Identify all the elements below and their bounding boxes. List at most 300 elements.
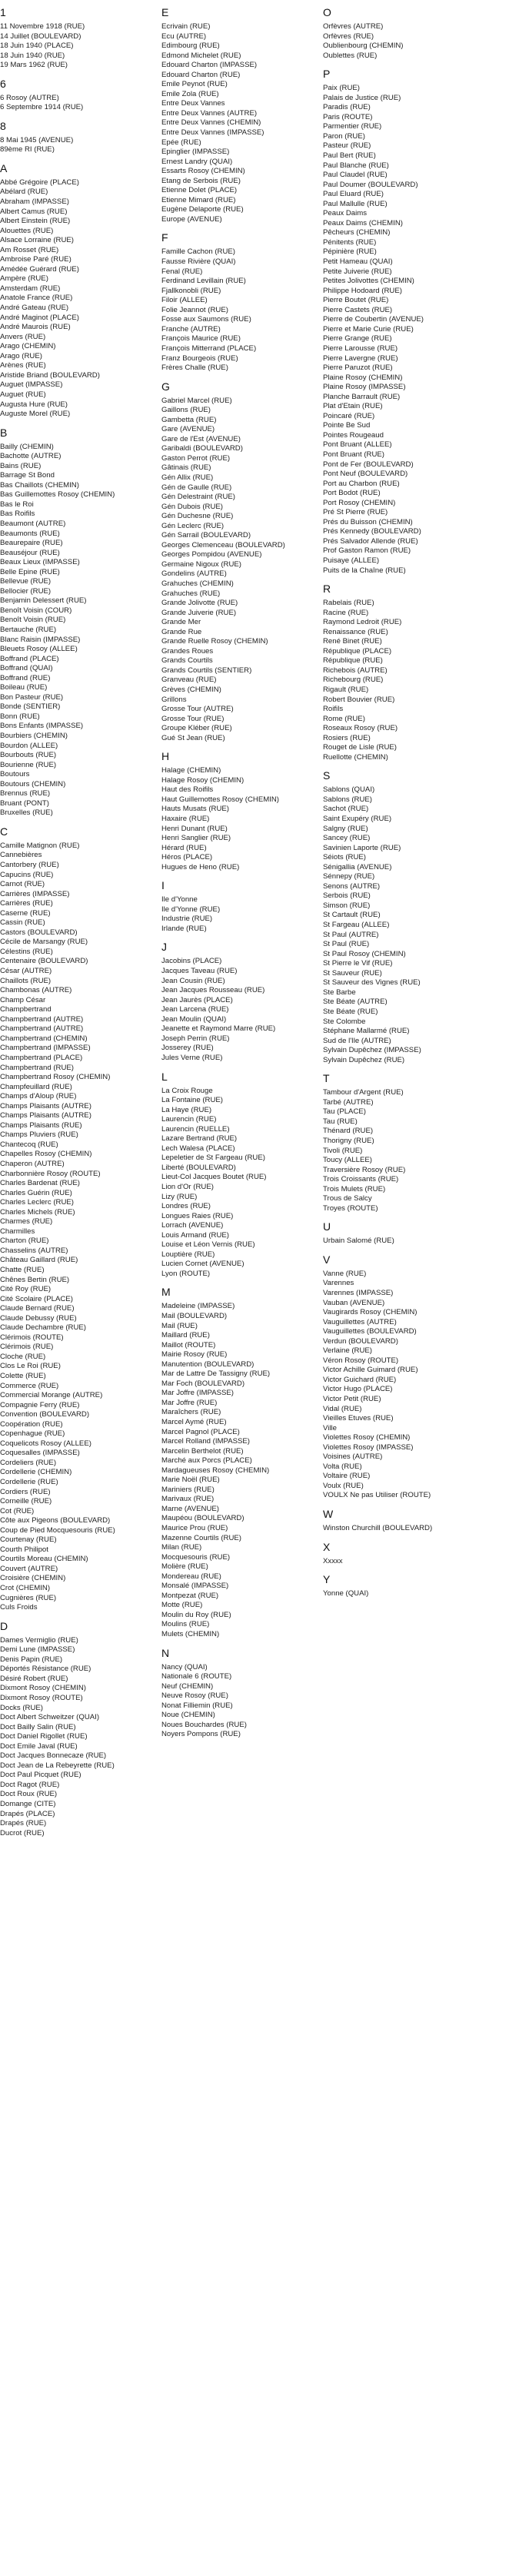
street-entry: Fjallkonobli (RUE) (161, 286, 221, 295)
street-entry: Grahuches (CHEMIN) (161, 579, 234, 588)
street-entry: St Paul (RUE) (323, 940, 370, 949)
street-entry: Lech Walesa (PLACE) (161, 1144, 235, 1153)
street-entry: Pépinière (RUE) (323, 247, 377, 257)
street-entry: St Sauveur (RUE) (323, 968, 382, 978)
street-entry: Trous de Salcy (323, 1194, 372, 1203)
street-entry: Maillot (ROUTE) (161, 1340, 216, 1349)
street-entry: Planche Barrault (RUE) (323, 392, 401, 401)
street-entry: St Pierre le Vif (RUE) (323, 959, 393, 968)
street-entry: Coup de Pied Mocquesouris (RUE) (0, 1525, 115, 1535)
street-entry: Courtils Moreau (CHEMIN) (0, 1555, 88, 1564)
letter-section (0, 1620, 158, 1838)
street-entry: Arènes (RUE) (0, 361, 46, 370)
street-entry: Famille Cachon (RUE) (161, 247, 235, 257)
street-entry: Charton (RUE) (0, 1237, 49, 1246)
street-entry: 8 Mai 1945 (AVENUE) (0, 135, 74, 144)
street-entry: Vauguillettes (AUTRE) (323, 1317, 397, 1326)
section-letter-heading: A (0, 161, 8, 174)
street-entry: Gâtinais (RUE) (161, 463, 211, 473)
street-entry: Marne (AVENUE) (161, 1504, 219, 1513)
section-letter-heading: J (161, 941, 167, 954)
street-entry: Mail (BOULEVARD) (161, 1311, 228, 1320)
street-entry: Paul Blanche (RUE) (323, 161, 389, 170)
street-entry: Henri Sanglier (RUE) (161, 834, 231, 843)
street-entry: Fenal (RUE) (161, 267, 203, 276)
street-entry: Colette (RUE) (0, 1372, 46, 1380)
street-entry: Essarts Rosoy (CHEMIN) (161, 167, 245, 176)
street-entry: Ducrot (RUE) (0, 1828, 45, 1837)
street-entry: André Gateau (RUE) (0, 304, 69, 313)
section-letter-heading: X (323, 1540, 331, 1553)
street-entry: Pierre Lavergne (RUE) (323, 354, 398, 363)
street-entry: Commerce (RUE) (0, 1381, 59, 1390)
street-entry: Abraham (IMPASSE) (0, 198, 69, 207)
street-entry: Victor Achille Guimard (RUE) (323, 1366, 418, 1375)
street-entry: Charbonnière Rosoy (ROUTE) (0, 1169, 101, 1178)
street-entry: Nancy (QUAI) (161, 1662, 208, 1671)
street-entry: Castors (BOULEVARD) (0, 928, 78, 937)
street-entry: Richebois (AUTRE) (323, 666, 388, 675)
section-letter-heading: G (161, 380, 170, 393)
street-entry: Ferdinand Levillain (RUE) (161, 277, 246, 286)
street-entry: Rabelais (RUE) (323, 599, 374, 608)
letter-section (0, 78, 158, 113)
street-entry: Bonde (SENTIER) (0, 702, 61, 712)
letter-section (323, 1253, 515, 1501)
street-entry: Louise et Léon Vernis (RUE) (161, 1240, 255, 1250)
street-entry: Doct Jacques Bonnecaze (RUE) (0, 1751, 107, 1761)
street-entry: Raymond Ledroit (RUE) (323, 618, 402, 627)
street-entry: Haut Guillemottes Rosoy (CHEMIN) (161, 795, 280, 804)
street-entry: Mar Joffre (IMPASSE) (161, 1389, 235, 1398)
street-entry: Thorigny (RUE) (323, 1136, 374, 1145)
street-entry: Chapelles Rosoy (CHEMIN) (0, 1150, 92, 1159)
street-entry: Tarbé (AUTRE) (323, 1097, 374, 1107)
street-entry: La Croix Rouge (161, 1086, 213, 1095)
street-entry: Petites Jolivottes (CHEMIN) (323, 277, 414, 286)
section-letter-heading: 6 (0, 77, 6, 90)
letter-section (323, 1072, 515, 1213)
section-letter-heading: N (161, 1646, 170, 1659)
street-entry: Bellocier (RUE) (0, 586, 52, 596)
street-entry: Jacobins (PLACE) (161, 957, 222, 966)
street-entry: Varennes (323, 1279, 354, 1288)
street-entry: Am Rosset (RUE) (0, 245, 59, 254)
street-entry: Marché aux Porcs (PLACE) (161, 1456, 252, 1466)
street-entry: Domange (CITE) (0, 1799, 56, 1808)
street-entry: Grèves (CHEMIN) (161, 685, 221, 694)
street-entry: Nonat Filliemin (RUE) (161, 1701, 233, 1710)
street-entry: Monsalé (IMPASSE) (161, 1582, 229, 1591)
street-entry: Haxaire (RUE) (161, 815, 210, 824)
street-entry: Halage Rosoy (CHEMIN) (161, 775, 245, 785)
street-entry: Frères Challe (RUE) (161, 363, 228, 373)
street-entry: Prés Salvador Allende (RUE) (323, 536, 418, 546)
street-entry: Doct Ragot (RUE) (0, 1780, 60, 1789)
street-entry: Abbé Grégoire (PLACE) (0, 178, 79, 187)
street-entry: Toucy (ALLEE) (323, 1156, 372, 1165)
letter-section (0, 825, 158, 1613)
street-entry: Vaugirards Rosoy (CHEMIN) (323, 1308, 418, 1317)
street-entry: Bachotte (AUTRE) (0, 452, 62, 461)
street-entry: Montpezat (RUE) (161, 1591, 219, 1600)
street-entry: Pierre Paruzot (RUE) (323, 363, 393, 373)
letter-section (0, 427, 158, 818)
street-entry: Coquelicots Rosoy (ALLEE) (0, 1439, 91, 1448)
street-entry: Coopération (RUE) (0, 1419, 63, 1429)
street-entry: Trois Croissants (RUE) (323, 1175, 399, 1184)
street-entry: Doct Bailly Salin (RUE) (0, 1722, 76, 1731)
street-entry: Clérimois (RUE) (0, 1343, 54, 1352)
letter-section (161, 879, 319, 934)
street-entry: Gén Duchesne (RUE) (161, 512, 234, 521)
street-entry: Vieilles Etuves (RUE) (323, 1414, 394, 1423)
street-entry: Bertauche (RUE) (0, 625, 57, 634)
street-entry: Laurencin (RUE) (161, 1115, 217, 1124)
street-entry: Sachot (RUE) (323, 805, 369, 814)
street-entry: Paix (RUE) (323, 84, 360, 93)
street-entry: Marcel Pagnol (PLACE) (161, 1427, 240, 1436)
street-entry: Docks (RUE) (0, 1703, 43, 1712)
street-entry: Gaston Perrot (RUE) (161, 453, 231, 463)
street-entry: Thénard (RUE) (323, 1127, 374, 1136)
section-letter-heading: 8 (0, 119, 6, 132)
street-entry: Courth Philipot (0, 1545, 48, 1554)
street-entry: Orfèvres (RUE) (323, 32, 374, 41)
street-entry: Mazenne Courtils (RUE) (161, 1533, 241, 1542)
street-entry: Anvers (RUE) (0, 332, 46, 341)
street-entry: Centenaire (BOULEVARD) (0, 957, 88, 966)
section-letter-heading: O (323, 6, 331, 18)
street-entry: Dixmont Rosoy (ROUTE) (0, 1693, 83, 1702)
street-entry: Haut des Roifils (161, 785, 214, 795)
street-entry: Boffrand (PLACE) (0, 654, 59, 663)
street-entry: Cordiers (RUE) (0, 1487, 51, 1496)
letter-section (323, 1220, 515, 1247)
street-entry: Auguste Morel (RUE) (0, 410, 71, 419)
street-entry: Gare (AVENUE) (161, 425, 215, 434)
street-entry: Edouard Charton (RUE) (161, 70, 241, 79)
street-entry: Entre Deux Vannes (161, 99, 225, 108)
street-entry: Ste Béate (AUTRE) (323, 998, 388, 1007)
street-entry: Troyes (ROUTE) (323, 1203, 378, 1213)
street-entry: Etienne Dolet (PLACE) (161, 186, 238, 195)
street-entry: Charmes (RUE) (0, 1217, 53, 1227)
street-entry: Culs Froids (0, 1603, 38, 1612)
street-entry: Ile d'Yonne (RUE) (161, 905, 221, 914)
street-entry: Bourbiers (CHEMIN) (0, 732, 68, 740)
letter-section (161, 941, 319, 1063)
street-entry: Paron (RUE) (323, 131, 365, 141)
street-entry: Claude Dechambre (RUE) (0, 1323, 86, 1333)
street-entry: Plat d'Etain (RUE) (323, 402, 383, 411)
section-letter-heading: I (161, 879, 165, 892)
street-entry: Fosse aux Saumons (RUE) (161, 315, 251, 324)
street-entry: Sénnepy (RUE) (323, 872, 375, 881)
street-entry: Benjamin Delessert (RUE) (0, 596, 87, 606)
street-entry: Carnot (RUE) (0, 880, 45, 889)
street-entry: Grande Mer (161, 618, 201, 627)
street-entry: Noyers Pompons (RUE) (161, 1730, 241, 1739)
street-entry: Poincaré (RUE) (323, 411, 375, 420)
street-entry: Lorrach (AVENUE) (161, 1221, 224, 1230)
street-entry: Ile d'Yonne (161, 895, 198, 905)
street-entry: Cantorbery (RUE) (0, 861, 59, 870)
street-entry: Maraîchers (RUE) (161, 1408, 221, 1417)
street-entry: Clérimois (ROUTE) (0, 1333, 64, 1342)
street-entry: Amsterdam (RUE) (0, 284, 61, 293)
street-entry: Beaurepaire (RUE) (0, 539, 63, 548)
street-entry: Arago (CHEMIN) (0, 342, 56, 351)
street-entry: Emile Zola (RUE) (161, 89, 219, 98)
street-entry: Château Gaillard (RUE) (0, 1256, 78, 1265)
street-entry: Maupéou (BOULEVARD) (161, 1514, 245, 1523)
street-entry: Pierre de Coubertin (AVENUE) (323, 315, 424, 324)
street-entry: Gambetta (RUE) (161, 415, 217, 424)
street-entry: Halage (CHEMIN) (161, 766, 221, 775)
street-entry: Jean Cousin (RUE) (161, 976, 225, 985)
section-letter-heading: W (323, 1508, 334, 1521)
street-entry: Sylvain Dupêchez (RUE) (323, 1055, 405, 1064)
street-entry: Sablons (QUAI) (323, 785, 375, 795)
street-entry: Entre Deux Vannes (AUTRE) (161, 108, 258, 118)
street-entry: Traversière Rosoy (RUE) (323, 1165, 406, 1174)
street-entry: Grande Juiverie (RUE) (161, 608, 237, 617)
street-entry: Sancey (RUE) (323, 834, 371, 843)
street-entry: Belle Epine (RUE) (0, 567, 60, 576)
street-entry: Voltaire (RUE) (323, 1472, 371, 1481)
street-entry: Pointe Be Sud (323, 421, 371, 430)
street-entry: Boileau (RUE) (0, 683, 48, 692)
street-entry: Palais de Justice (RUE) (323, 93, 401, 102)
street-entry: Bruant (PONT) (0, 798, 49, 808)
street-entry: Pont Bruant (RUE) (323, 450, 384, 459)
street-entry: Cannebières (0, 851, 42, 860)
street-entry: Gare de l'Est (AVENUE) (161, 434, 241, 443)
street-entry: Tambour d'Argent (RUE) (323, 1088, 404, 1097)
street-entry: Paul Doumer (BOULEVARD) (323, 180, 418, 189)
street-entry: Volta (RUE) (323, 1462, 362, 1471)
street-entry: Richebourg (RUE) (323, 676, 384, 685)
letter-section (161, 6, 319, 224)
street-entry: Ste Barbe (323, 988, 356, 997)
street-entry: Charmilles (0, 1227, 35, 1236)
street-entry: Roifils (323, 705, 344, 714)
street-entry: Urbain Salomé (RUE) (323, 1237, 394, 1246)
street-entry: Epinglier (IMPASSE) (161, 148, 230, 157)
street-entry: St Fargeau (ALLEE) (323, 921, 390, 930)
street-entry: Entre Deux Vannes (CHEMIN) (161, 118, 261, 128)
street-entry: Albert Einstein (RUE) (0, 217, 71, 226)
street-entry: Liberté (BOULEVARD) (161, 1163, 236, 1172)
letter-section (323, 1573, 515, 1599)
street-entry: Ville (323, 1423, 337, 1432)
street-entry: Peaux Daims (323, 209, 368, 218)
street-entry: République (RUE) (323, 656, 383, 666)
street-entry: Cassin (RUE) (0, 918, 45, 928)
street-entry: Champbertrand Rosoy (CHEMIN) (0, 1073, 111, 1082)
street-entry: Beauséjour (RUE) (0, 548, 60, 557)
street-entry: Benoît Voisin (RUE) (0, 616, 66, 625)
street-entry: Mar Foch (BOULEVARD) (161, 1379, 245, 1388)
street-entry: Champs Plaisants (AUTRE) (0, 1101, 91, 1110)
street-entry: Mariniers (RUE) (161, 1485, 215, 1494)
street-entry: Gén Leclerc (RUE) (161, 521, 225, 530)
street-entry: Edimbourg (RUE) (161, 41, 220, 51)
street-entry: Sylvain Dupêchez (IMPASSE) (323, 1046, 421, 1055)
street-entry: Bellevue (RUE) (0, 577, 52, 586)
street-entry: Bas Guillemottes Rosoy (CHEMIN) (0, 490, 115, 500)
street-entry: Bas Chaillots (CHEMIN) (0, 480, 79, 490)
street-entry: Entre Deux Vannes (IMPASSE) (161, 128, 264, 138)
street-entry: Coquesalles (IMPASSE) (0, 1449, 80, 1458)
street-entry: Savinien Laporte (RUE) (323, 843, 401, 852)
section-letter-heading: E (161, 6, 169, 18)
street-entry: Hugues de Heno (RUE) (161, 862, 240, 871)
street-entry: Granveau (RUE) (161, 676, 217, 685)
street-entry: Pierre Boutet (RUE) (323, 296, 389, 305)
street-entry: Josserey (RUE) (161, 1044, 214, 1053)
street-entry: Molière (RUE) (161, 1562, 208, 1572)
street-entry: 19 Mars 1962 (RUE) (0, 61, 68, 70)
street-entry: Port Rosoy (CHEMIN) (323, 498, 396, 507)
letter-section (161, 1286, 319, 1639)
street-entry: Georges Clemenceau (BOULEVARD) (161, 540, 285, 549)
street-entry: Champbertrand (PLACE) (0, 1053, 83, 1062)
street-entry: Grande Ruelle Rosoy (CHEMIN) (161, 637, 268, 646)
section-letter-heading: H (161, 750, 170, 763)
street-entry: Jacques Taveau (RUE) (161, 967, 238, 976)
street-entry: Chaillots (RUE) (0, 976, 52, 985)
street-entry: Grahuches (RUE) (161, 589, 221, 598)
street-entry: 11 Novembre 1918 (RUE) (0, 22, 85, 31)
street-entry: Pont Neuf (BOULEVARD) (323, 470, 408, 479)
street-entry: Blanc Raisin (IMPASSE) (0, 635, 81, 644)
street-entry: Bourienne (RUE) (0, 760, 57, 769)
street-entry: Sud de l'Ile (AUTRE) (323, 1036, 391, 1045)
street-entry: Pré St Pierre (RUE) (323, 508, 388, 517)
street-entry: Grande Rue (161, 627, 202, 636)
street-entry: Champbertrand (CHEMIN) (0, 1034, 88, 1043)
section-letter-heading: B (0, 426, 8, 439)
section-letter-heading: P (323, 68, 331, 81)
street-entry: Couvert (AUTRE) (0, 1564, 58, 1573)
street-entry: Mar de Lattre De Tassigny (RUE) (161, 1369, 271, 1379)
street-entry: Crot (CHEMIN) (0, 1584, 51, 1593)
street-entry: Filoir (ALLEE) (161, 296, 208, 305)
street-entry: Champs Pluviers (RUE) (0, 1130, 78, 1140)
street-entry: Boffrand (RUE) (0, 673, 51, 682)
street-entry: Lieut-Col Jacques Boutet (RUE) (161, 1173, 267, 1182)
street-entry: Gén Sarrail (BOULEVARD) (161, 531, 251, 540)
street-entry: Gondelins (AUTRE) (161, 569, 227, 579)
street-entry: La Haye (RUE) (161, 1105, 212, 1114)
street-entry: Fausse Rivière (QUAI) (161, 257, 236, 267)
letter-section (0, 162, 158, 420)
street-entry: Benoît Voisin (COUR) (0, 606, 72, 615)
section-letter-heading: Y (323, 1573, 331, 1586)
street-entry: Epée (RUE) (161, 138, 201, 147)
street-entry: Port Bodot (RUE) (323, 489, 381, 498)
street-entry: St Cartault (RUE) (323, 911, 381, 920)
street-entry: Moulin du Roy (RUE) (161, 1610, 231, 1619)
street-entry: Désiré Robert (RUE) (0, 1674, 68, 1683)
street-entry: Paul Eluard (RUE) (323, 190, 384, 199)
street-entry: Ernest Landry (QUAI) (161, 157, 233, 166)
street-entry: Edmond Michelet (RUE) (161, 51, 241, 60)
column-1 (0, 6, 158, 1845)
street-entry: Stéphane Mallarmé (RUE) (323, 1027, 410, 1036)
street-entry: Longues Raies (RUE) (161, 1211, 234, 1220)
street-entry: Henri Dunant (RUE) (161, 824, 228, 833)
street-entry: Franche (AUTRE) (161, 324, 221, 334)
street-entry: Charles Leclerc (RUE) (0, 1198, 74, 1207)
street-entry: Rouget de Lisle (RUE) (323, 743, 397, 752)
street-entry: Doct Paul Picquet (RUE) (0, 1771, 82, 1780)
street-entry: Moulins (RUE) (161, 1620, 210, 1629)
street-entry: Sablons (RUE) (323, 795, 372, 804)
section-letter-heading: F (161, 231, 168, 244)
street-entry: Grosse Tour (AUTRE) (161, 705, 234, 714)
street-entry: Pénitents (RUE) (323, 237, 377, 247)
street-entry: Emile Peynot (RUE) (161, 80, 228, 89)
street-entry: Auguet (IMPASSE) (0, 380, 63, 390)
street-entry: Côte aux Pigeons (BOULEVARD) (0, 1516, 111, 1525)
street-entry: Lazare Bertrand (RUE) (161, 1134, 238, 1144)
street-entry: André Maurois (RUE) (0, 323, 71, 332)
street-entry: Grands Courtils (SENTIER) (161, 666, 252, 675)
street-entry: Gén Delestraint (RUE) (161, 493, 235, 502)
street-entry: Champbertrand (AUTRE) (0, 1014, 84, 1024)
street-entry: Motte (RUE) (161, 1601, 203, 1610)
street-entry: Industrie (RUE) (161, 915, 213, 924)
street-entry: Jules Verne (RUE) (161, 1053, 223, 1062)
street-entry: Pierre Grange (RUE) (323, 334, 392, 344)
street-entry: Pierre Larousse (RUE) (323, 344, 398, 353)
street-entry: Milan (RUE) (161, 1543, 202, 1552)
street-entry: Séiots (RUE) (323, 853, 366, 862)
street-entry: Sénigallia (AVENUE) (323, 862, 392, 871)
street-entry: Bleuets Rosoy (ALLEE) (0, 645, 78, 654)
street-entry: Cot (RUE) (0, 1506, 35, 1515)
street-entry: Champs Plaisants (RUE) (0, 1120, 82, 1130)
street-entry: Ambroise Paré (RUE) (0, 255, 72, 264)
street-entry: Noue (CHEMIN) (161, 1711, 215, 1720)
street-entry: Déportés Résistance (RUE) (0, 1665, 91, 1674)
street-entry: Laurencin (RUELLE) (161, 1124, 230, 1134)
street-entry: Anatole France (RUE) (0, 294, 73, 303)
street-entry: Garibaldi (BOULEVARD) (161, 444, 243, 453)
street-entry: Bailly (CHEMIN) (0, 442, 54, 451)
street-entry: Ampère (RUE) (0, 274, 48, 284)
street-entry: Europe (AVENUE) (161, 214, 222, 224)
street-entry: Jean Larcena (RUE) (161, 1005, 229, 1014)
street-entry: Simson (RUE) (323, 901, 371, 910)
street-entry: Rosiers (RUE) (323, 733, 371, 742)
street-entry: Folie Jeannot (RUE) (161, 305, 228, 314)
street-entry: Bonn (RUE) (0, 712, 40, 721)
street-entry: Bains (RUE) (0, 461, 42, 470)
street-entry: Varennes (IMPASSE) (323, 1288, 394, 1297)
letter-section (0, 6, 158, 71)
street-entry: Petit Hameau (QUAI) (323, 257, 393, 267)
street-entry: Noues Bouchardes (RUE) (161, 1720, 247, 1729)
street-entry: Cloche (RUE) (0, 1352, 46, 1361)
street-entry: Doct Jean de La Rebeyrette (RUE) (0, 1761, 115, 1770)
section-letter-heading: 1 (0, 6, 6, 18)
street-entry: Drapés (PLACE) (0, 1809, 55, 1818)
letter-section (323, 6, 515, 61)
